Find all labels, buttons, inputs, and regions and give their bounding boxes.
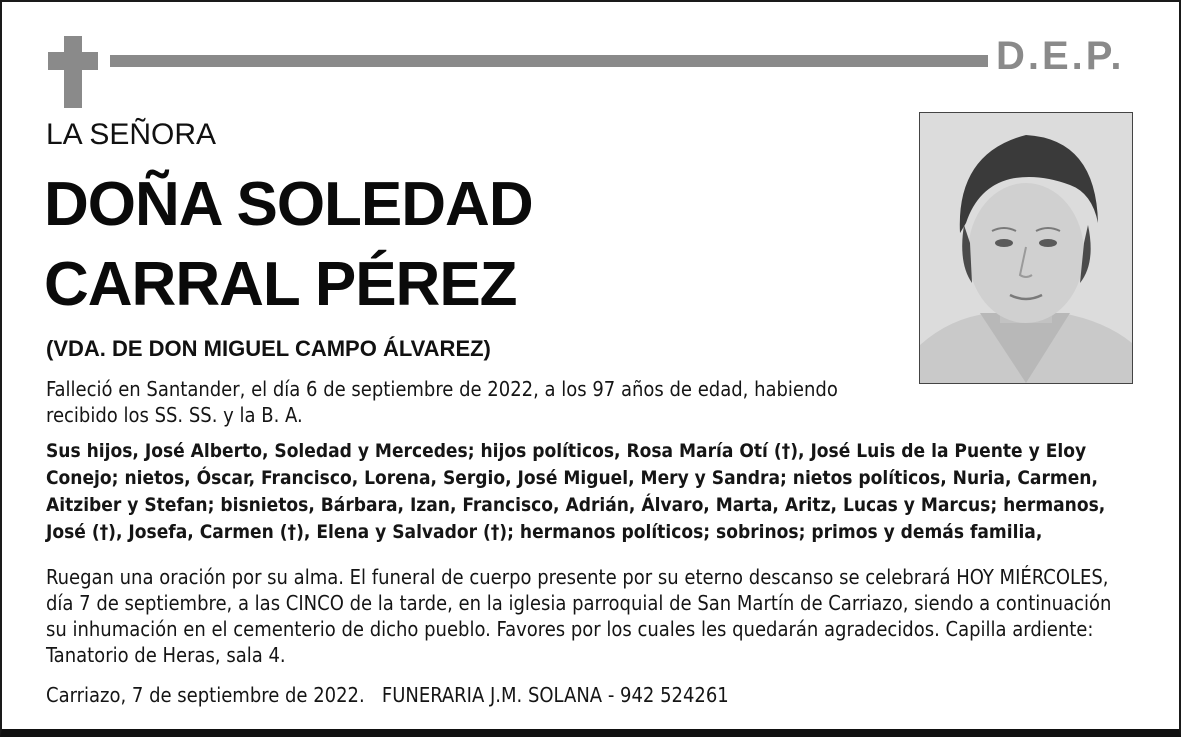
portrait-image (920, 113, 1132, 383)
header-rule (110, 55, 988, 67)
widow-of: (VDA. DE DON MIGUEL CAMPO ÁLVAREZ) (46, 336, 491, 361)
death-notice: Falleció en Santander, el día 6 de septiembre de 2022, a los 97 años de edad, habiendo recibido los SS. SS. y la B. A. (46, 377, 838, 427)
funeral-details: Ruegan una oración por su alma. El funeral de cuerpo presente por su eterno descanso se celebrará HOY MIÉRCOLES, día 7 de septiembre, a las CINCO de la tarde, en la iglesia parroquial de San Martín de Carriazo, siendo a continuación su inhumación en el cementerio de dicho pueblo. Favores por los cuales les quedarán agradecidos. Capilla ardiente: Tanatorio de Heras, sala 4. (46, 565, 1112, 667)
family-list: Sus hijos, José Alberto, Soledad y Mercedes; hijos políticos, Rosa María Otí (†), José Luis de la Puente y Eloy Conejo; nietos, Óscar, Francisco, Lorena, Sergio, José Miguel, Mery y Sandra; nietos políticos, Nuria, Carmen, Aitziber y Stefan; bisnietos, Bárbara, Izan, Francisco, Adrián, Álvaro, Marta, Aritz, Lucas y Marcus; hermanos, José (†), Josefa, Carmen (†), Elena y Salvador (†); hermanos políticos; sobrinos; primos y demás familia, (46, 440, 1106, 543)
cross-icon-vertical (64, 36, 82, 108)
portrait-photo (919, 112, 1133, 384)
deceased-name-line1: DOÑA SOLEDAD (44, 170, 533, 239)
footer-line: Carriazo, 7 de septiembre de 2022. FUNERARIA J.M. SOLANA - 942 524261 (46, 683, 729, 707)
intro-title: LA SEÑORA (46, 118, 217, 151)
deceased-name-line2: CARRAL PÉREZ (44, 250, 517, 319)
dep-heading: D.E.P. (996, 34, 1125, 78)
cross-icon-horizontal (48, 52, 98, 70)
